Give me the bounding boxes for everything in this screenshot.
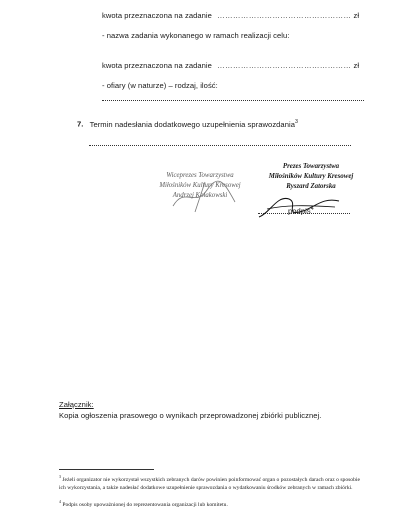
row-label: kwota przeznaczona na zadanie	[102, 11, 212, 20]
row-label: kwota przeznaczona na zadanie	[102, 61, 212, 70]
left-signature-scribble	[165, 176, 245, 216]
section-number: 7.	[77, 119, 84, 129]
form-row-1	[102, 11, 359, 20]
currency-label: zł	[353, 11, 360, 20]
dotted-field: ……………………………………………	[217, 61, 352, 70]
section-title: Termin nadesłania dodatkowego uzupełnienia sprawozdania	[89, 119, 295, 129]
signature-caption	[288, 206, 314, 216]
footnote-text: Jeżeli organizator nie wykorzystał wszystkich zebranych darów powinien poinformować organ o pozostałych darach oraz o sposobie ich wykorzystania, a także nadesłać dodatkowe uzupełnienie sprawozdania o wydatkowaniu środków zebranych w ramach zbiórki.	[59, 476, 360, 492]
dotted-line	[89, 145, 351, 146]
stamp-line: Prezes Towarzystwa	[282, 163, 340, 170]
row-label: - ofiary (w naturze) – rodzaj, ilość:	[102, 81, 218, 90]
footnote-text: Podpis osoby upoważnionej do reprezentowania organizacji lub komitetu.	[62, 501, 228, 508]
stamp-line: Ryszard Zatorska	[286, 183, 336, 190]
footnote-separator	[59, 469, 154, 470]
right-stamp	[259, 162, 363, 192]
footnote-ref: 4	[310, 206, 314, 212]
dotted-field: ……………………………………………	[217, 11, 352, 20]
footnote-mark: 4	[59, 500, 61, 504]
stamp-line: Andrzej Kołakowski	[172, 192, 228, 199]
form-row-4	[102, 81, 218, 90]
currency-label: zł	[353, 61, 360, 70]
dotted-line	[102, 100, 364, 101]
footnote-mark: 3	[59, 475, 61, 479]
row-label: - nazwa zadania wykonanego w ramach realizacji celu:	[102, 31, 290, 40]
attachment-heading: Załącznik:	[59, 400, 94, 409]
signature-label: podpis	[288, 206, 311, 216]
attachment-text: Kopia ogłoszenia prasowego o wynikach przeprowadzonej zbiórki publicznej.	[59, 411, 322, 420]
form-row-3	[102, 61, 359, 70]
footnote-3	[59, 473, 364, 492]
stamp-line: Wiceprezes Towarzystwa	[166, 172, 234, 179]
stamp-line: Miłośników Kultury Kresowej	[159, 182, 241, 189]
section-7-heading	[77, 119, 298, 129]
footnote-ref: 3	[295, 119, 299, 125]
footnote-4	[59, 498, 364, 509]
stamp-line: Miłośników Kultury Kresowej	[268, 173, 354, 180]
form-row-2	[102, 31, 289, 40]
